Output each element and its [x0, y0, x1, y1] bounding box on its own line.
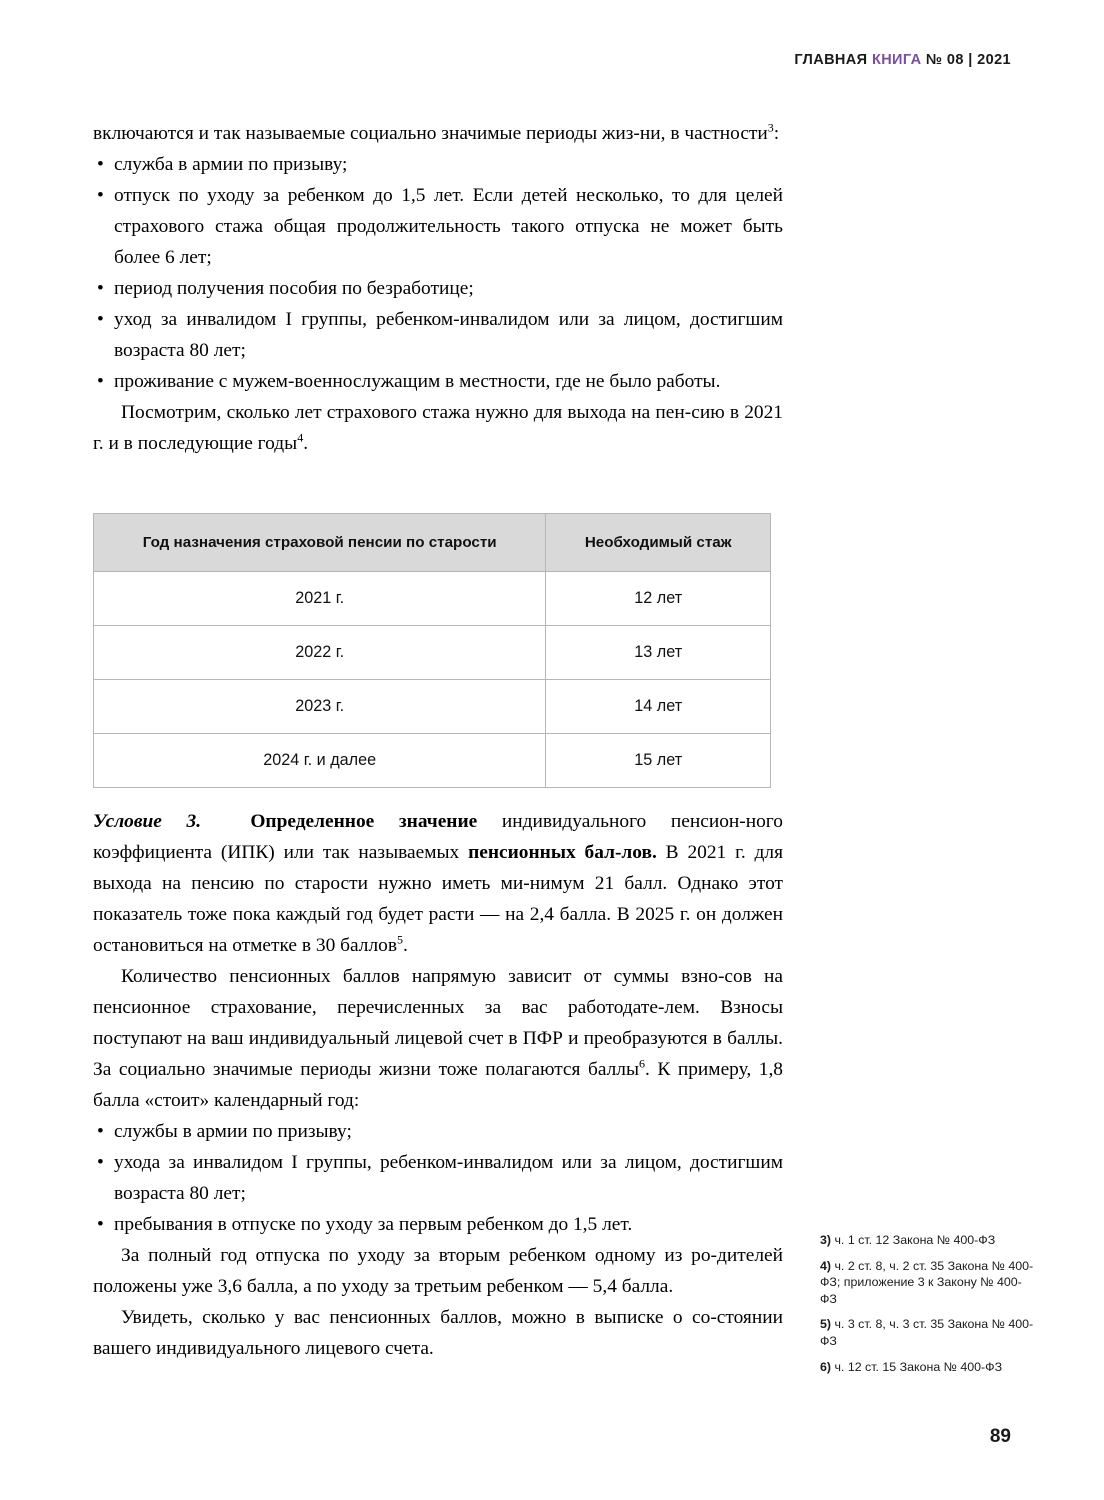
footnote-ref-5: 5	[396, 932, 403, 947]
intro-paragraph	[93, 118, 783, 149]
table-row	[94, 734, 771, 788]
points-paragraph	[93, 961, 783, 1116]
footnote-ref-6: 6	[638, 1056, 645, 1071]
points-text-2: . К примеру, 1,8 балла «стоит» календарный год:	[93, 1059, 783, 1111]
cell-year: 2023 г.	[94, 680, 546, 734]
cell-stage: 14 лет	[546, 680, 771, 734]
footnote-text: ч. 1 ст. 12 Закона № 400-ФЗ	[831, 1233, 996, 1247]
list-item: • уход за инвалидом I группы, ребенком-инвалидом или за лицом, достигшим возраста 80 лет;	[93, 304, 783, 366]
column-header-year: Год назначения страховой пенсии по старости	[94, 514, 546, 572]
footnote-ref-3: 3	[767, 120, 774, 135]
condition-text-1: индивидуального пенсион-ного коэффициента (ИПК) или так называемых	[93, 811, 783, 863]
pension-stage-table-wrapper	[93, 513, 771, 788]
condition-paragraph	[93, 806, 783, 961]
footnote-number: 3)	[820, 1233, 832, 1247]
footnote-number: 4)	[820, 1258, 832, 1273]
table-body	[94, 572, 771, 788]
table-header-row	[94, 514, 771, 572]
list-item: • ухода за инвалидом I группы, ребенком-инвалидом или за лицом, достигшим возраста 80 лет;	[93, 1147, 783, 1209]
after-bullets-tail: .	[303, 433, 309, 454]
footnote-number: 6)	[820, 1359, 832, 1374]
list-item: • службы в армии по призыву;	[93, 1116, 783, 1147]
footnotes-block	[820, 1232, 1035, 1384]
pension-stage-table	[93, 513, 771, 788]
cell-stage: 15 лет	[546, 734, 771, 788]
footnote-4	[820, 1258, 1035, 1308]
list-item: • отпуск по уходу за ребенком до 1,5 лет. Если детей несколько, то для целей страхового стажа общая продолжительность такого отпуска не может быть более 6 лет;	[93, 180, 783, 273]
header-issue: № 08 | 2021	[925, 52, 1011, 68]
list-item: • проживание с мужем-военнослужащим в местности, где не было работы.	[93, 366, 783, 397]
header-brand-accent: КНИГА	[871, 52, 922, 68]
footnote-6	[820, 1359, 1035, 1376]
table-row	[94, 680, 771, 734]
footnote-text: ч. 2 ст. 8, ч. 2 ст. 35 Закона № 400-ФЗ; приложение 3 к Закону № 400-ФЗ	[820, 1258, 1034, 1306]
condition-text-2: В 2021 г. для выхода на пенсию по старости нужно иметь ми-нимум 21 балл. Однако этот показатель тоже пока каждый год будет расти — на 2,4 балла. В 2025 г. он должен остановиться на отметке в 30 баллов	[93, 842, 784, 956]
list-item: • период получения пособия по безработице;	[93, 273, 783, 304]
cell-year: 2022 г.	[94, 626, 546, 680]
cell-year: 2024 г. и далее	[94, 734, 546, 788]
cell-stage: 13 лет	[546, 626, 771, 680]
footnote-ref-4: 4	[297, 430, 304, 445]
bullet-list-bottom	[93, 1116, 783, 1240]
header-brand-main: ГЛАВНАЯ	[794, 52, 868, 68]
cell-stage: 12 лет	[546, 572, 771, 626]
paragraph-after-bullets	[93, 397, 783, 459]
points-text-1: Количество пенсионных баллов напрямую зависит от суммы взно-сов на пенсионное страхование, перечисленных за вас работодате-лем. Взносы поступают на ваш индивидуальный лицевой счет в ПФР и преобразуются в баллы. За социально значимые периоды жизни тоже полагаются баллы	[93, 966, 783, 1080]
table-row	[94, 572, 771, 626]
page-number: 89	[989, 1426, 1011, 1447]
condition-tail: .	[403, 935, 408, 956]
table-row	[94, 626, 771, 680]
intro-text: включаются и так называемые социально значимые периоды жиз-ни, в частности	[93, 123, 768, 144]
body-text-bottom	[93, 806, 783, 1364]
bullet-list-top	[93, 149, 783, 397]
footnote-text: ч. 3 ст. 8, ч. 3 ст. 35 Закона № 400-ФЗ	[820, 1317, 1034, 1348]
column-header-stage: Необходимый стаж	[546, 514, 771, 572]
body-text-top	[93, 118, 783, 459]
footnote-3	[820, 1232, 1035, 1249]
list-item: • пребывания в отпуске по уходу за первым ребенком до 1,5 лет.	[93, 1209, 783, 1240]
intro-tail: :	[773, 123, 780, 144]
footnote-number: 5)	[820, 1317, 832, 1332]
condition-bold-1: Определенное значение	[250, 811, 478, 832]
list-item: • служба в армии по призыву;	[93, 149, 783, 180]
paragraph-statement: Увидеть, сколько у вас пенсионных баллов, можно в выписке о со-стоянии вашего индивидуального лицевого счета.	[93, 1307, 783, 1359]
paragraph-second-child: За полный год отпуска по уходу за вторым ребенком одному из ро-дителей положены уже 3,6 балла, а по уходу за третьим ребенком — 5,4 балла.	[93, 1245, 783, 1297]
table-head	[94, 514, 771, 572]
running-header	[794, 52, 1011, 68]
footnote-5	[820, 1316, 1035, 1349]
footnote-text: ч. 12 ст. 15 Закона № 400-ФЗ	[831, 1359, 1003, 1374]
after-bullets-text: Посмотрим, сколько лет страхового стажа нужно для выхода на пен-сию в 2021 г. и в последующие годы	[93, 402, 783, 454]
condition-label: Условие 3.	[93, 811, 202, 832]
cell-year: 2021 г.	[94, 572, 546, 626]
condition-bold-2: пенсионных бал-лов.	[468, 842, 657, 863]
